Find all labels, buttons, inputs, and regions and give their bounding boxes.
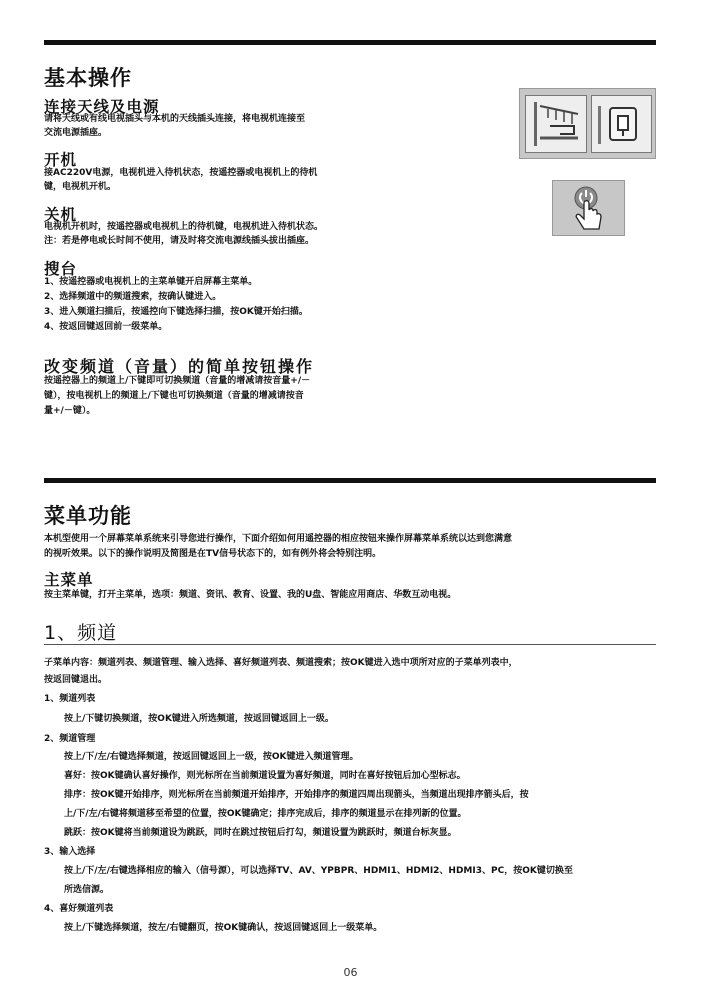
- menu-intro-line-1: 本机型使用一个屏幕菜单系统来引导您进行操作，下面介绍如何用遥控器的相应按钮来操作屏幕菜单系统以达到您满意: [44, 534, 513, 544]
- search-line-4: 4、按返回键返回前一级菜单。: [44, 322, 168, 332]
- top-rule: [44, 40, 656, 45]
- item-channel-mgmt-line-5: 跳跃：按OK键将当前频道设为跳跃，同时在跳过按钮后打勾，频道设置为跳跃时，频道台标灰显。: [64, 828, 457, 838]
- antenna-icon: [526, 96, 586, 152]
- search-line-1: 1、按遥控器或电视机上的主菜单键开启屏幕主菜单。: [44, 277, 258, 287]
- heading-search: 搜台: [44, 260, 78, 278]
- antenna-panel: [525, 95, 587, 153]
- heading-channel: 1、频道: [44, 622, 118, 644]
- item-channel-list-line-1: 按上/下键切换频道，按OK键进入所选频道，按返回键返回上一级。: [64, 714, 334, 724]
- power-off-line-2: 注：若是停电或长时间不使用，请及时将交流电源线插头拔出插座。: [44, 236, 315, 246]
- antenna-line-1: 请将天线或有线电视插头与本机的天线插头连接，将电视机连接至: [44, 114, 306, 124]
- section-title-menu-functions: 菜单功能: [44, 504, 132, 528]
- item-channel-mgmt-line-1: 按上/下/左/右键选择频道，按返回键返回上一级，按OK键进入频道管理。: [64, 752, 359, 762]
- item-input-select-line-2: 所选信源。: [64, 885, 110, 895]
- item-channel-mgmt-line-2: 喜好：按OK键确认喜好操作，则光标所在当前频道设置为喜好频道，同时在喜好按钮后加心型标志。: [64, 771, 466, 781]
- channel-heading-underline: [44, 644, 656, 645]
- main-menu-text: 按主菜单键，打开主菜单，选项：频道、资讯、教育、设置、我的U盘、智能应用商店、华数互动电视。: [44, 590, 457, 600]
- channel-submenu-line-2: 按返回键退出。: [44, 675, 108, 685]
- heading-antenna: 连接天线及电源: [44, 98, 160, 116]
- item-channel-mgmt-line-4: 上/下/左/右键将频道移至希望的位置，按OK键确定；排序完成后，排序的频道显示在排列新的位置。: [64, 809, 467, 819]
- item-channel-list-title: 1、频道列表: [44, 694, 96, 704]
- heading-power-on: 开机: [44, 151, 78, 169]
- power-off-line-1: 电视机开机时，按遥控器或电视机上的待机键，电视机进入待机状态。: [44, 222, 324, 232]
- heading-quick-ops: 改变频道（音量）的简单按钮操作: [44, 357, 315, 376]
- page-number: 06: [343, 966, 358, 979]
- power-on-line-2: 键，电视机开机。: [44, 182, 117, 192]
- heading-main-menu: 主菜单: [44, 571, 94, 589]
- search-line-3: 3、进入频道扫描后，按遥控向下键选择扫描，按OK键开始扫描。: [44, 307, 308, 317]
- hand-pressing-power-icon: [553, 181, 624, 235]
- search-line-2: 2、选择频道中的频道搜索，按确认键进入。: [44, 292, 222, 302]
- power-button-illustration: [552, 180, 625, 236]
- wall-socket-panel: [591, 95, 652, 153]
- item-input-select-title: 3、输入选择: [44, 847, 96, 857]
- item-fav-list-line-1: 按上/下键选择频道，按左/右键翻页，按OK键确认，按返回键返回上一级菜单。: [64, 923, 383, 933]
- heading-power-off: 关机: [44, 206, 78, 224]
- item-channel-mgmt-title: 2、频道管理: [44, 734, 96, 744]
- item-input-select-line-1: 按上/下/左/右键选择相应的输入（信号源），可以选择TV、AV、YPBPR、HDMI1、HDMI2、HDMI3、PC，按OK键切换至: [64, 866, 573, 876]
- quick-line-3: 量+/－键）。: [44, 406, 96, 416]
- antenna-line-2: 交流电源插座。: [44, 128, 108, 138]
- antenna-illustration: [519, 88, 656, 159]
- power-on-line-1: 接AC220V电源，电视机进入待机状态，按遥控器或电视机上的待机: [44, 168, 318, 178]
- section-title-basic-ops: 基本操作: [44, 66, 132, 90]
- item-channel-mgmt-line-3: 排序：按OK键开始排序，则光标所在当前频道开始排序，开始排序的频道四周出现箭头，当频道出现排序箭头后，按: [64, 790, 529, 800]
- section-rule: [44, 478, 656, 483]
- wall-socket-icon: [592, 96, 651, 152]
- item-fav-list-title: 4、喜好频道列表: [44, 904, 114, 914]
- channel-submenu-line-1: 子菜单内容：频道列表、频道管理、输入选择、喜好频道列表、频道搜索；按OK键进入选中项所对应的子菜单列表中，: [44, 658, 518, 668]
- quick-line-1: 按遥控器上的频道上/下键即可切换频道（音量的增减请按音量+/－: [44, 376, 311, 386]
- quick-line-2: 键），按电视机上的频道上/下键也可切换频道（音量的增减请按音: [44, 391, 304, 401]
- menu-intro-line-2: 的视听效果。以下的操作说明及简图是在TV信号状态下的，如有例外将会特别注明。: [44, 549, 382, 559]
